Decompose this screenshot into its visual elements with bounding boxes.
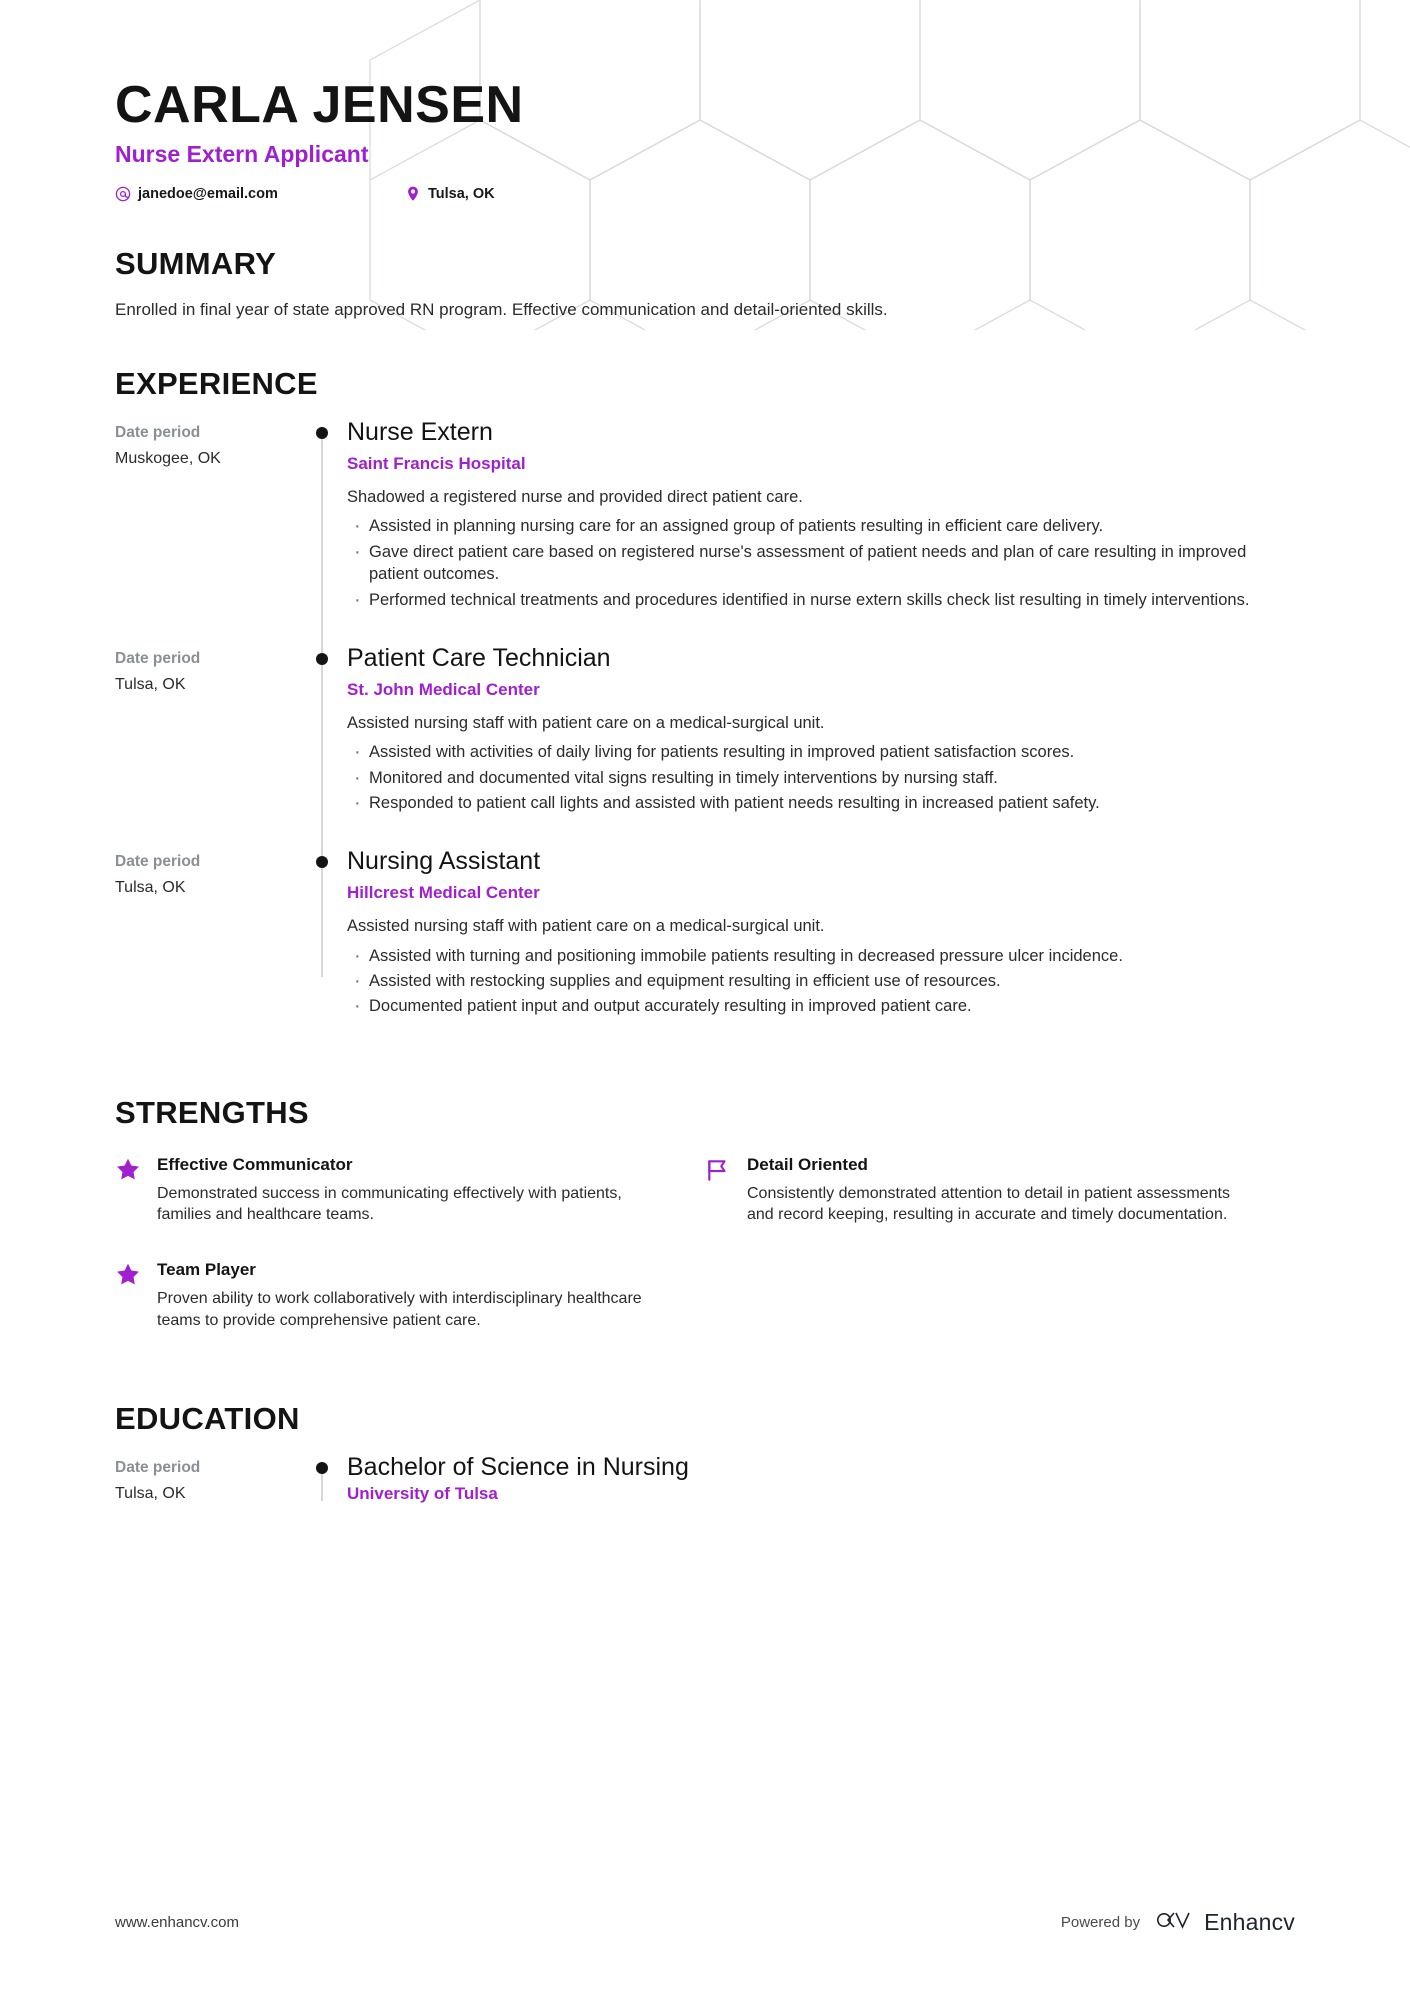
experience-meta [115, 644, 305, 847]
experience-bullet: · Assisted with turning and positioning immobile patients resulting in decreased pressure ulcer incidence. [347, 945, 1275, 967]
education-date: Date period [115, 1459, 201, 1477]
section-experience [115, 366, 1295, 1051]
experience-description: Assisted nursing staff with patient care on a medical-surgical unit. [347, 917, 825, 936]
enhancv-brand[interactable] [1154, 1908, 1295, 1937]
experience-title: EXPERIENCE [115, 366, 318, 402]
enhancv-logo-icon [1154, 1908, 1196, 1937]
education-item [115, 1453, 1295, 1534]
strengths-title: STRENGTHS [115, 1094, 309, 1130]
strength-item [705, 1147, 1295, 1252]
experience-company: Saint Francis Hospital [347, 454, 526, 474]
flag-icon [705, 1155, 731, 1226]
contact-email[interactable] [115, 186, 405, 202]
strength-text: Demonstrated success in communicating effectively with patients, families and healthcare teams. [157, 1184, 622, 1224]
experience-bullet: · Assisted with restocking supplies and equipment resulting in efficient use of resources. [347, 970, 1275, 992]
timeline-marker [305, 644, 347, 847]
experience-meta [115, 418, 305, 644]
strengths-grid [115, 1147, 1295, 1357]
experience-bullet: · Assisted in planning nursing care for an assigned group of patients resulting in efficient care delivery. [347, 515, 1275, 537]
experience-job-title: Patient Care Technician [347, 644, 611, 673]
contact-location [405, 186, 495, 202]
experience-item [115, 418, 1295, 644]
experience-company: St. John Medical Center [347, 680, 540, 700]
experience-bullet: · Gave direct patient care based on registered nurse's assessment of patient needs and plan of care resulting in improved patient outcomes. [347, 541, 1275, 586]
experience-body [347, 418, 1295, 644]
experience-description: Assisted nursing staff with patient care on a medical-surgical unit. [347, 714, 825, 733]
summary-title: SUMMARY [115, 245, 277, 281]
timeline-dot [316, 653, 328, 665]
education-degree: Bachelor of Science in Nursing [347, 1453, 689, 1482]
strength-title: Effective Communicator [157, 1154, 353, 1174]
experience-bullet: · Assisted with activities of daily living for patients resulting in improved patient satisfaction scores. [347, 741, 1275, 763]
experience-company: Hillcrest Medical Center [347, 883, 540, 903]
contact-email-text: janedoe@email.com [138, 185, 278, 202]
education-body [347, 1453, 1295, 1534]
timeline-marker [305, 1453, 347, 1534]
experience-bullets [347, 945, 1275, 1018]
timeline-line [321, 432, 323, 644]
experience-bullet: · Performed technical treatments and procedures identified in nurse extern skills check list resulting in timely interventions. [347, 589, 1275, 611]
contact-location-text: Tulsa, OK [428, 185, 495, 202]
experience-date: Date period [115, 650, 201, 668]
experience-location: Tulsa, OK [115, 879, 186, 897]
experience-body [347, 847, 1295, 1050]
strength-text: Proven ability to work collaboratively with interdisciplinary healthcare teams to provide comprehensive patient care. [157, 1290, 642, 1329]
experience-job-title: Nurse Extern [347, 418, 493, 447]
strength-item [115, 1147, 705, 1252]
experience-timeline [115, 418, 1295, 1051]
education-meta [115, 1453, 305, 1534]
experience-date: Date period [115, 424, 201, 442]
experience-item [115, 644, 1295, 847]
strength-title: Team Player [157, 1260, 256, 1280]
experience-body [347, 644, 1295, 847]
at-icon [115, 186, 131, 202]
experience-location: Tulsa, OK [115, 676, 186, 694]
education-school: University of Tulsa [347, 1484, 498, 1504]
experience-description: Shadowed a registered nurse and provided direct patient care. [347, 488, 803, 507]
timeline-dot [316, 1462, 328, 1474]
footer-url[interactable]: www.enhancv.com [115, 1914, 239, 1931]
footer-brand-block [1061, 1908, 1295, 1937]
education-timeline [115, 1453, 1295, 1534]
section-education [115, 1401, 1295, 1534]
map-pin-icon [405, 186, 421, 202]
experience-bullet: · Responded to patient call lights and assisted with patient needs resulting in increased patient safety. [347, 792, 1275, 814]
experience-bullet: · Documented patient input and output accurately resulting in improved patient care. [347, 995, 1275, 1017]
education-location: Tulsa, OK [115, 1485, 186, 1503]
experience-item [115, 847, 1295, 1050]
strength-text: Consistently demonstrated attention to detail in patient assessments and record keeping, resulting in accurate and timely documentation. [747, 1184, 1230, 1224]
timeline-dot [316, 427, 328, 439]
experience-bullets [347, 515, 1275, 611]
candidate-role: Nurse Extern Applicant [115, 140, 369, 167]
star-icon [115, 1155, 141, 1226]
education-title: EDUCATION [115, 1401, 300, 1437]
footer [115, 1908, 1295, 1937]
experience-location: Muskogee, OK [115, 450, 221, 468]
enhancv-brand-name: Enhancv [1204, 1909, 1295, 1935]
summary-text: Enrolled in final year of state approved RN program. Effective communication and detail-oriented skills. [115, 299, 888, 319]
timeline-marker [305, 418, 347, 644]
section-summary [115, 246, 1295, 323]
resume-header [115, 0, 1295, 202]
strength-title: Detail Oriented [747, 1154, 868, 1174]
experience-bullets [347, 741, 1275, 814]
experience-bullet: · Monitored and documented vital signs resulting in timely interventions by nursing staff. [347, 767, 1275, 789]
timeline-marker [305, 847, 347, 1050]
strength-item [115, 1252, 705, 1357]
section-strengths [115, 1095, 1295, 1357]
candidate-name: CARLA JENSEN [115, 76, 524, 134]
experience-job-title: Nursing Assistant [347, 847, 541, 876]
star-icon [115, 1260, 141, 1331]
timeline-dot [316, 856, 328, 868]
experience-date: Date period [115, 853, 201, 871]
contact-row [115, 186, 1295, 202]
powered-by-label: Powered by [1060, 1914, 1141, 1931]
experience-meta [115, 847, 305, 1050]
timeline-line [321, 644, 323, 847]
